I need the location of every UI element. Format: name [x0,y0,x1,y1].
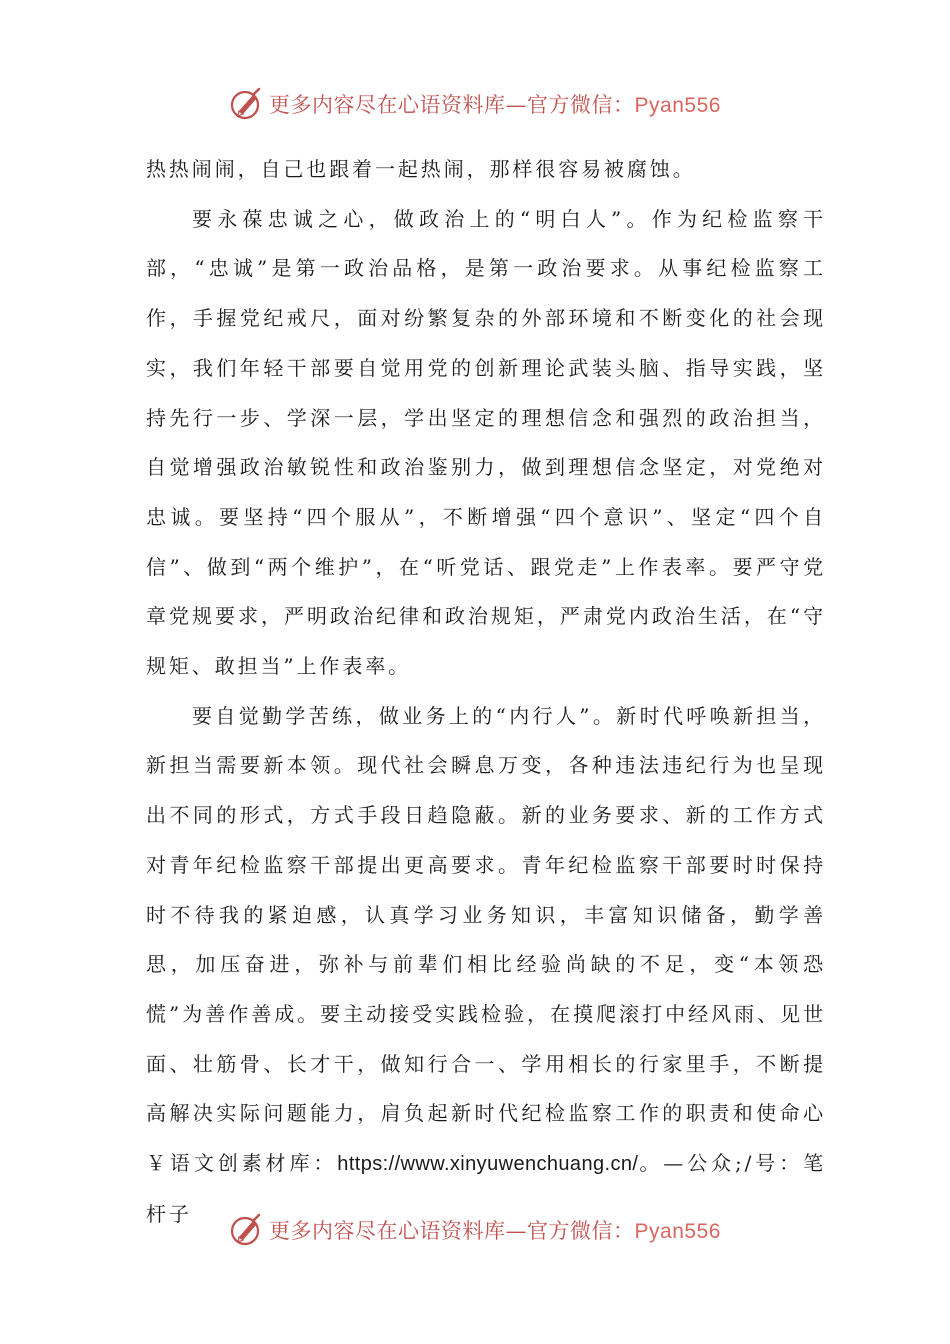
paragraph-3 [146,692,826,1240]
footer-wechat-id: Pyan556 [634,1220,721,1243]
paragraph-2: 要永葆忠诚之心，做政治上的“明白人”。作为纪检监察干部，“忠诚”是第一政治品格，是第一政治要求。从事纪检监察工作，手握党纪戒尺，面对纷繁复杂的外部环境和不断变化的社会现实，我们年轻干部要自觉用党的创新理论武装头脑、指导实践，坚持先行一步、学深一层，学出坚定的理想信念和强烈的政治担当，自觉增强政治敏锐性和政治鉴别力，做到理想信念坚定，对党绝对忠诚。要坚持“四个服从”，不断增强“四个意识”、坚定“四个自信”、做到“两个维护”，在“听党话、跟党走”上作表率。要严守党章党规要求，严明政治纪律和政治规矩，严肃党内政治生活，在“守规矩、敢担当”上作表率。 [146,206,826,679]
header-banner [0,84,950,124]
document-body [146,145,826,1239]
footer-banner [0,1210,950,1250]
footer-text [269,1215,721,1245]
paragraph-1: 热热闹闹，自己也跟着一起热闹，那样很容易被腐蚀。 [146,157,696,181]
header-text [269,89,721,119]
header-wechat-id: Pyan556 [634,94,721,117]
footer-slogan: 更多内容尽在心语资料库—官方微信： [269,1219,635,1243]
source-url-link[interactable]: https://www.xinyuwenchuang.cn/ [337,1153,639,1176]
pen-logo-icon [229,86,265,122]
paragraph-3-tail: 。—公众;/号：笔杆子 [146,1151,827,1226]
paragraph-3-text: 要自觉勤学苦练，做业务上的“内行人”。新时代呼唤新担当，新担当需要新本领。现代社会瞬息万变，各种违法违纪行为也呈现出不同的形式，方式手段日趋隐蔽。新的业务要求、新的工作方式对青年纪检监察干部提出更高要求。青年纪检监察干部要时时保持时不待我的紧迫感，认真学习业务知识，丰富知识储备，勤学善思，加压奋进，弥补与前辈们相比经验尚缺的不足，变“本领恐慌”为善作善成。要主动接受实践检验，在摸爬滚打中经风雨、见世面、壮筋骨、长才干，做知行合一、学用相长的行家里手，不断提高解决实际问题能力，肩负起新时代纪检监察工作的职责和使命心￥语文创素材库： [146,703,826,1176]
header-slogan: 更多内容尽在心语资料库—官方微信： [269,93,635,117]
pen-logo-icon [229,1212,265,1248]
